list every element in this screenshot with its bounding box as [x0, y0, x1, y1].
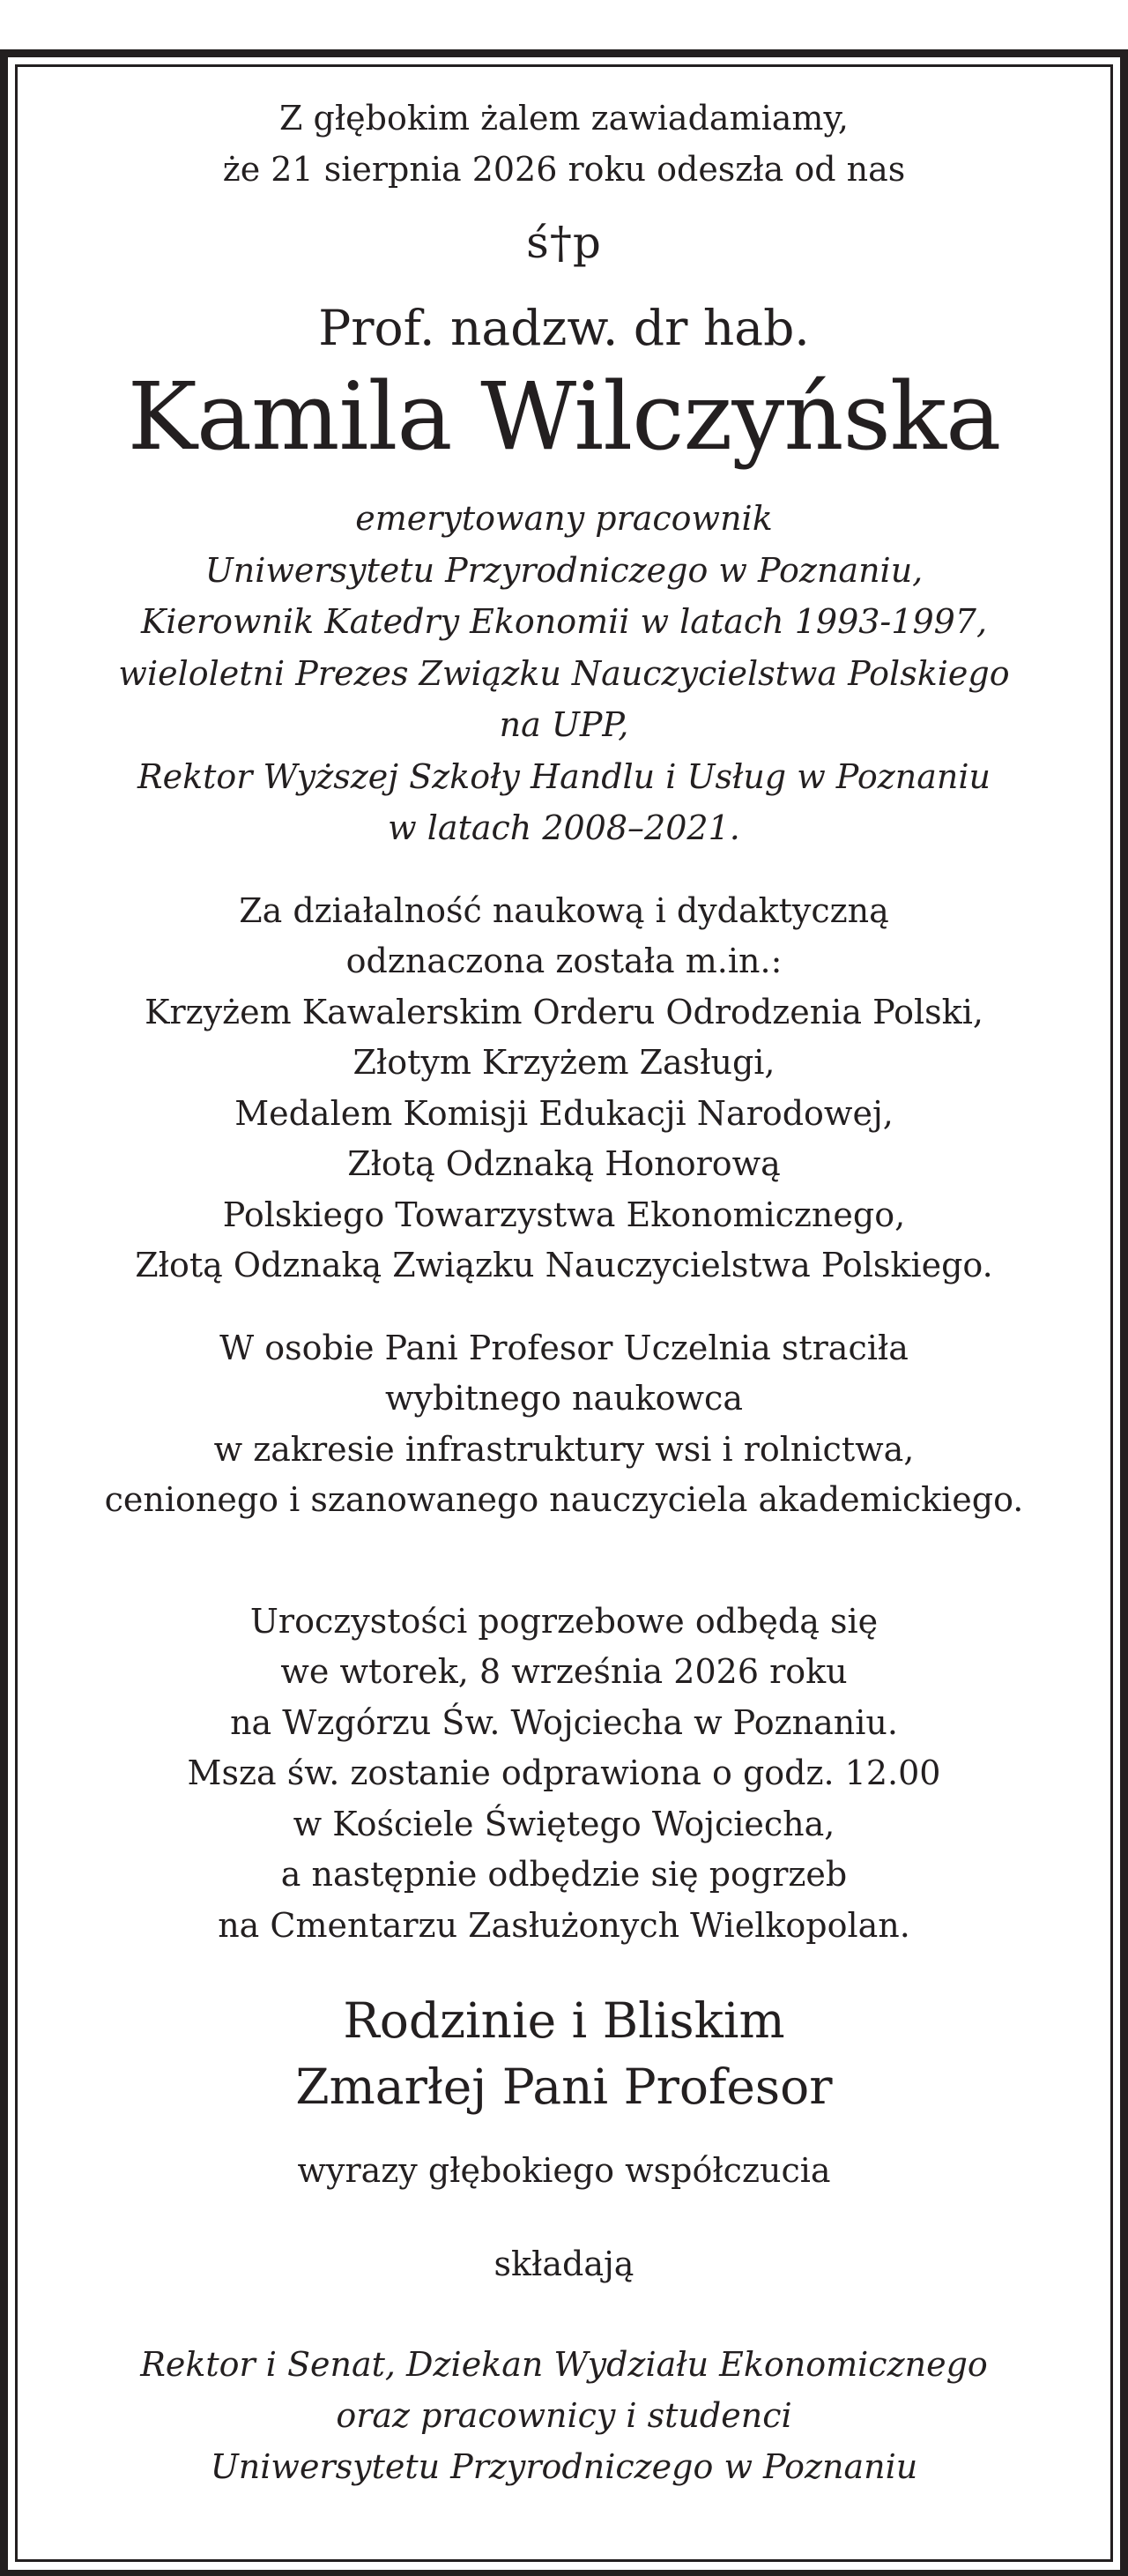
tribute-line: wybitnego naukowca: [385, 1379, 743, 1418]
position-line: Rektor Wyższej Szkoły Handlu i Usług w Poznaniu: [137, 756, 991, 796]
closing-line: Rodzinie i Bliskim: [343, 1992, 785, 2049]
academic-title: Prof. nadzw. dr hab.: [318, 300, 810, 356]
funeral-paragraph: [26, 1597, 1102, 1952]
condolence-text: wyrazy głębokiego współczucia: [297, 2151, 831, 2190]
positions-list: [26, 493, 1102, 854]
funeral-line: Msza św. zostanie odprawiona o godz. 12.00: [187, 1753, 941, 1792]
deceased-name: Kamila Wilczyńska: [127, 362, 1001, 471]
funeral-line: Uroczystości pogrzebowe odbędą się: [249, 1601, 879, 1641]
position-line: Uniwersytetu Przyrodniczego w Poznaniu,: [204, 550, 924, 590]
award-line: odznaczona została m.in.:: [345, 942, 783, 980]
funeral-line: w Kościele Świętego Wojciecha,: [293, 1804, 835, 1843]
closing-heading: [26, 1988, 1102, 2120]
tribute-line: w zakresie infrastruktury wsi i rolnictwa,: [213, 1429, 915, 1469]
tribute-paragraph: [26, 1323, 1102, 1526]
position-line: na UPP,: [499, 705, 629, 744]
award-line: Medalem Komisji Edukacji Narodowej,: [234, 1093, 894, 1133]
award-line: Złotym Krzyżem Zasługi,: [352, 1043, 776, 1082]
tribute-line: cenionego i szanowanego nauczyciela akademickiego.: [104, 1480, 1024, 1519]
submitted-by-label: składają: [494, 2245, 634, 2283]
intro-line: że 21 sierpnia 2026 roku odeszła od nas: [222, 150, 906, 189]
position-line: wieloletni Prezes Związku Nauczycielstwa Polskiego: [118, 653, 1010, 693]
signer-line: Uniwersytetu Przyrodniczego w Poznaniu: [210, 2447, 918, 2486]
awards-paragraph: [26, 886, 1102, 1292]
signer-line: oraz pracownicy i studenci: [336, 2396, 792, 2435]
signer-line: Rektor i Senat, Dziekan Wydziału Ekonomicznego: [140, 2345, 988, 2384]
stp-cross-mark: ś†p: [526, 217, 602, 268]
funeral-line: na Cmentarzu Zasłużonych Wielkopolan.: [218, 1905, 910, 1945]
obituary-notice: [26, 93, 1102, 2492]
intro-line: Z głębokim żalem zawiadamiamy,: [279, 99, 849, 138]
funeral-line: na Wzgórzu Św. Wojciecha w Poznaniu.: [230, 1702, 898, 1742]
funeral-line: we wtorek, 8 września 2026 roku: [280, 1652, 848, 1691]
award-line: Za działalność naukową i dydaktyczną: [239, 890, 889, 930]
funeral-line: a następnie odbędzie się pogrzeb: [280, 1855, 848, 1894]
award-line: Polskiego Towarzystwa Ekonomicznego,: [222, 1195, 906, 1234]
signers-list: [26, 2339, 1102, 2492]
award-line: Krzyżem Kawalerskim Orderu Odrodzenia Polski,: [145, 992, 983, 1031]
position-line: w latach 2008–2021.: [388, 808, 740, 847]
position-line: Kierownik Katedry Ekonomii w latach 1993-1997,: [140, 602, 988, 641]
position-line: emerytowany pracownik: [355, 499, 773, 538]
award-line: Złotą Odznaką Związku Nauczycielstwa Polskiego.: [135, 1246, 993, 1284]
award-line: Złotą Odznaką Honorową: [347, 1144, 781, 1183]
tribute-line: W osobie Pani Profesor Uczelnia straciła: [219, 1328, 909, 1367]
intro-text: [26, 93, 1102, 195]
closing-line: Zmarłej Pani Profesor: [295, 2059, 833, 2115]
